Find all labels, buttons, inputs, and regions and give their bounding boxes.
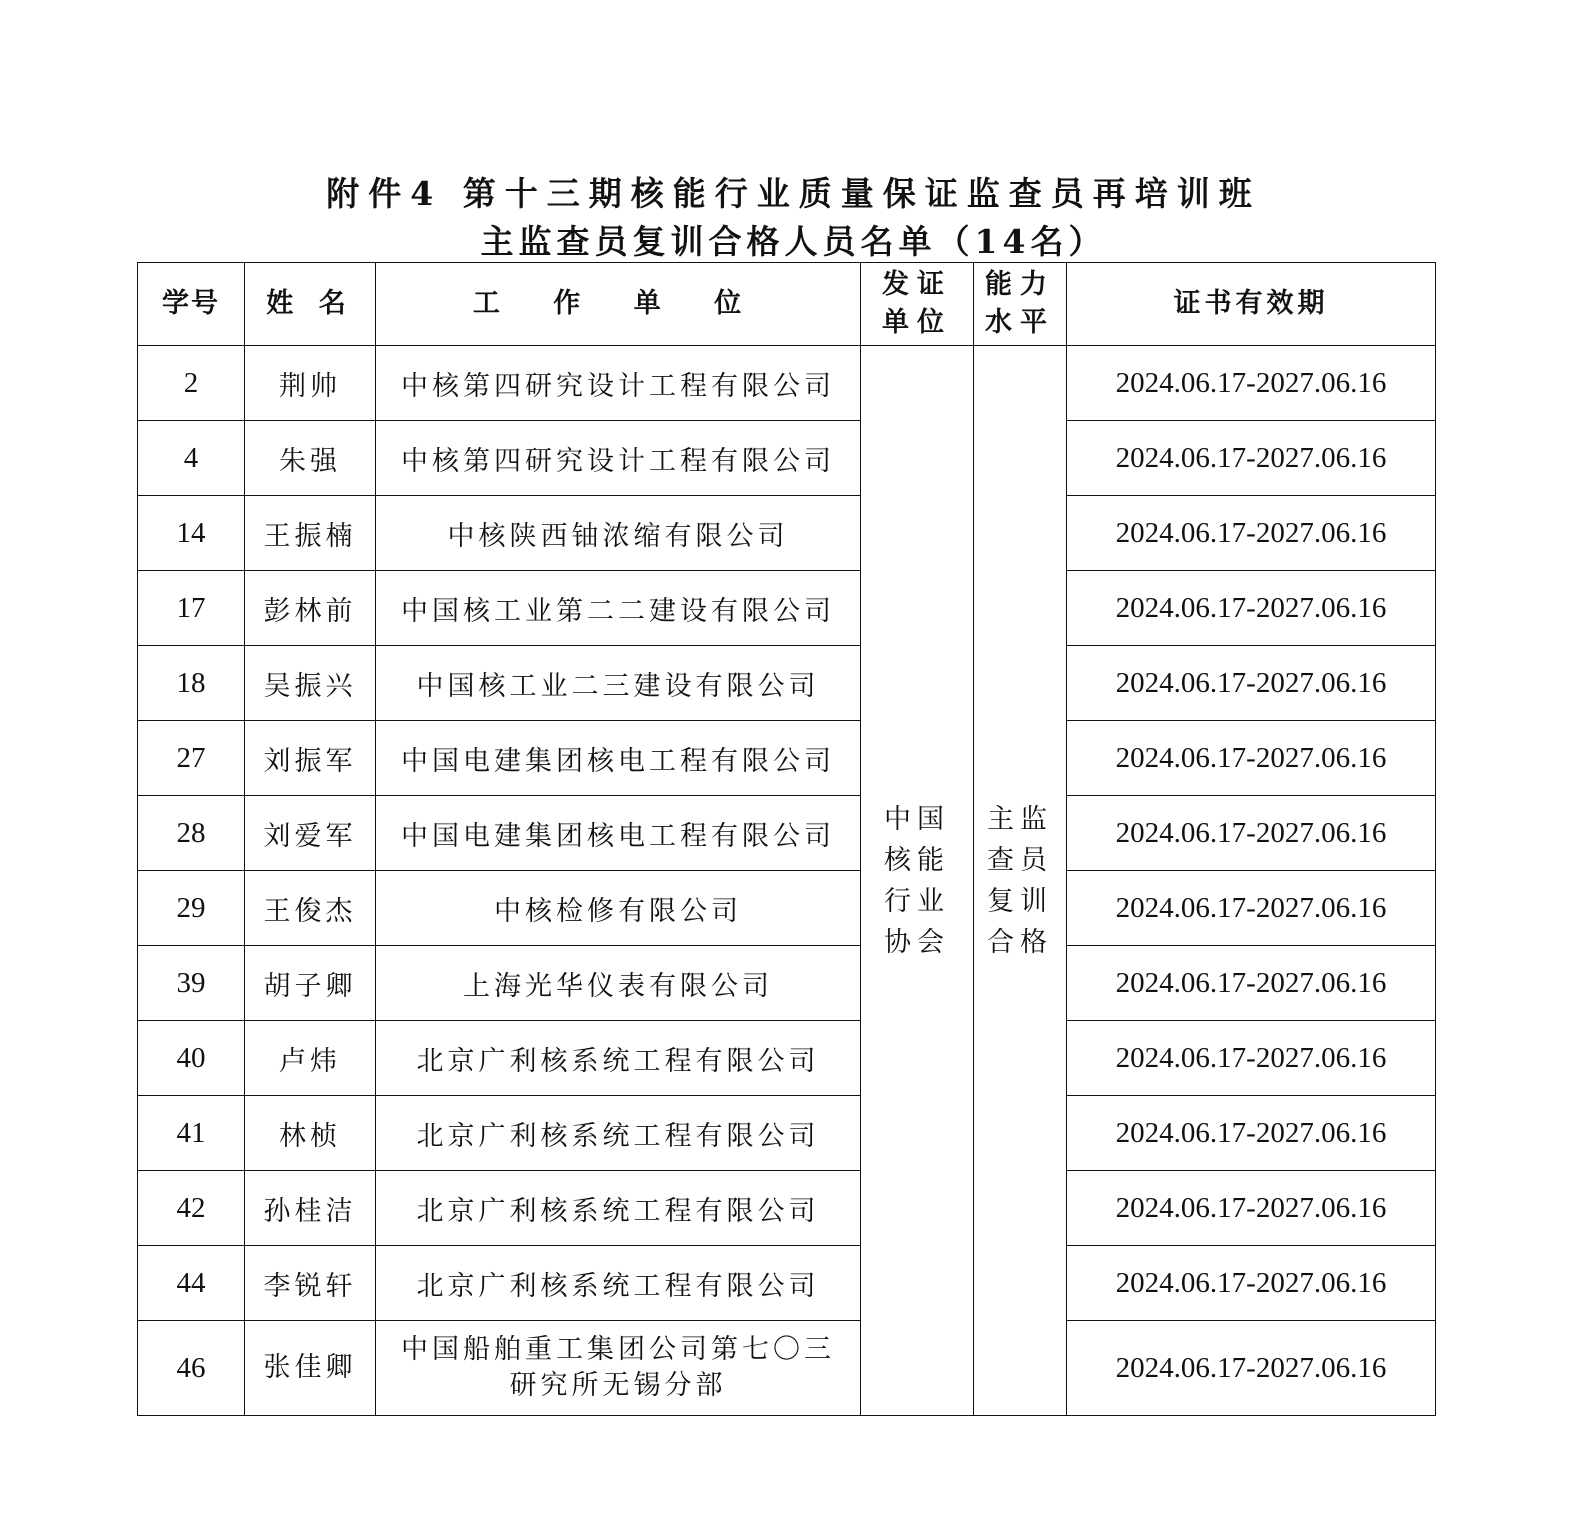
cell-id: 2 xyxy=(138,346,245,421)
cell-unit: 中核第四研究设计工程有限公司 xyxy=(376,346,861,421)
level-line: 查员 xyxy=(987,844,1053,876)
cell-level-merged xyxy=(974,346,1067,1416)
cell-id: 28 xyxy=(138,796,245,871)
table-row xyxy=(138,346,1436,421)
header-student-id: 学号 xyxy=(138,263,245,346)
header-issuer-line1: 发证 xyxy=(882,269,952,300)
table-row xyxy=(138,1096,1436,1171)
cell-unit-line1: 中国船舶重工集团公司第七〇三 xyxy=(401,1334,835,1365)
header-level-line1: 能力 xyxy=(985,269,1055,300)
cell-validity: 2024.06.17-2027.06.16 xyxy=(1067,646,1436,721)
cell-validity: 2024.06.17-2027.06.16 xyxy=(1067,871,1436,946)
cell-name: 孙桂洁 xyxy=(245,1171,376,1246)
level-line: 合格 xyxy=(987,926,1053,958)
cell-name: 胡子卿 xyxy=(245,946,376,1021)
header-validity: 证书有效期 xyxy=(1067,263,1436,346)
header-work-unit: 工 作 单 位 xyxy=(376,263,861,346)
table-row xyxy=(138,1321,1436,1416)
cell-name: 刘爱军 xyxy=(245,796,376,871)
cell-unit: 中核第四研究设计工程有限公司 xyxy=(376,421,861,496)
cell-unit: 中核检修有限公司 xyxy=(376,871,861,946)
issuer-line: 协会 xyxy=(884,926,950,958)
cell-name: 林桢 xyxy=(245,1096,376,1171)
cell-issuer-merged xyxy=(861,346,974,1416)
document-title-line1: 附件4 第十三期核能行业质量保证监查员再培训班 xyxy=(326,174,1261,213)
cell-id: 14 xyxy=(138,496,245,571)
cell-name: 彭林前 xyxy=(245,571,376,646)
header-issuer-line2: 单位 xyxy=(882,307,952,338)
cell-name: 张佳卿 xyxy=(245,1321,376,1416)
table-row xyxy=(138,571,1436,646)
cell-unit: 北京广利核系统工程有限公司 xyxy=(376,1021,861,1096)
issuer-line: 核能 xyxy=(884,844,950,876)
cell-name: 李锐轩 xyxy=(245,1246,376,1321)
cell-name: 朱强 xyxy=(245,421,376,496)
cell-unit: 中国电建集团核电工程有限公司 xyxy=(376,796,861,871)
cell-unit: 中国核工业二三建设有限公司 xyxy=(376,646,861,721)
cell-unit: 中国核工业第二二建设有限公司 xyxy=(376,571,861,646)
table-row xyxy=(138,1171,1436,1246)
table-row xyxy=(138,946,1436,1021)
issuer-line: 中国 xyxy=(884,803,950,835)
cell-unit xyxy=(376,1321,861,1416)
table-row xyxy=(138,421,1436,496)
cell-validity: 2024.06.17-2027.06.16 xyxy=(1067,721,1436,796)
table-row xyxy=(138,1021,1436,1096)
header-name: 姓 名 xyxy=(245,263,376,346)
cell-unit: 中核陕西铀浓缩有限公司 xyxy=(376,496,861,571)
cell-name: 吴振兴 xyxy=(245,646,376,721)
table-row xyxy=(138,721,1436,796)
cell-validity: 2024.06.17-2027.06.16 xyxy=(1067,1096,1436,1171)
header-level xyxy=(974,263,1067,346)
cell-id: 39 xyxy=(138,946,245,1021)
cell-validity: 2024.06.17-2027.06.16 xyxy=(1067,496,1436,571)
header-issuer xyxy=(861,263,974,346)
cell-unit: 北京广利核系统工程有限公司 xyxy=(376,1171,861,1246)
level-line: 复训 xyxy=(987,885,1053,917)
cell-validity: 2024.06.17-2027.06.16 xyxy=(1067,1246,1436,1321)
cell-name: 荆帅 xyxy=(245,346,376,421)
cell-id: 29 xyxy=(138,871,245,946)
cell-id: 41 xyxy=(138,1096,245,1171)
cell-validity: 2024.06.17-2027.06.16 xyxy=(1067,421,1436,496)
cell-unit: 北京广利核系统工程有限公司 xyxy=(376,1096,861,1171)
cell-id: 42 xyxy=(138,1171,245,1246)
header-level-line2: 水平 xyxy=(985,307,1055,338)
cell-unit: 上海光华仪表有限公司 xyxy=(376,946,861,1021)
cell-validity: 2024.06.17-2027.06.16 xyxy=(1067,946,1436,1021)
cell-id: 44 xyxy=(138,1246,245,1321)
cell-unit: 中国电建集团核电工程有限公司 xyxy=(376,721,861,796)
level-line: 主监 xyxy=(987,803,1053,835)
cell-id: 40 xyxy=(138,1021,245,1096)
cell-id: 18 xyxy=(138,646,245,721)
cell-validity: 2024.06.17-2027.06.16 xyxy=(1067,346,1436,421)
cell-unit-line2: 研究所无锡分部 xyxy=(509,1370,727,1401)
table-row xyxy=(138,796,1436,871)
cell-name: 王俊杰 xyxy=(245,871,376,946)
table-row xyxy=(138,871,1436,946)
table-header-row xyxy=(138,263,1436,346)
cell-validity: 2024.06.17-2027.06.16 xyxy=(1067,1321,1436,1416)
table-row xyxy=(138,1246,1436,1321)
issuer-line: 行业 xyxy=(884,885,950,917)
cell-validity: 2024.06.17-2027.06.16 xyxy=(1067,1171,1436,1246)
qualified-personnel-table xyxy=(137,262,1436,1416)
cell-validity: 2024.06.17-2027.06.16 xyxy=(1067,571,1436,646)
cell-id: 46 xyxy=(138,1321,245,1416)
cell-unit: 北京广利核系统工程有限公司 xyxy=(376,1246,861,1321)
cell-name: 刘振军 xyxy=(245,721,376,796)
cell-id: 17 xyxy=(138,571,245,646)
cell-validity: 2024.06.17-2027.06.16 xyxy=(1067,796,1436,871)
cell-validity: 2024.06.17-2027.06.16 xyxy=(1067,1021,1436,1096)
cell-id: 27 xyxy=(138,721,245,796)
cell-id: 4 xyxy=(138,421,245,496)
table-row xyxy=(138,496,1436,571)
document-title-line2: 主监查员复训合格人员名单（14名） xyxy=(480,222,1107,261)
table-row xyxy=(138,646,1436,721)
cell-name: 王振楠 xyxy=(245,496,376,571)
cell-name: 卢炜 xyxy=(245,1021,376,1096)
